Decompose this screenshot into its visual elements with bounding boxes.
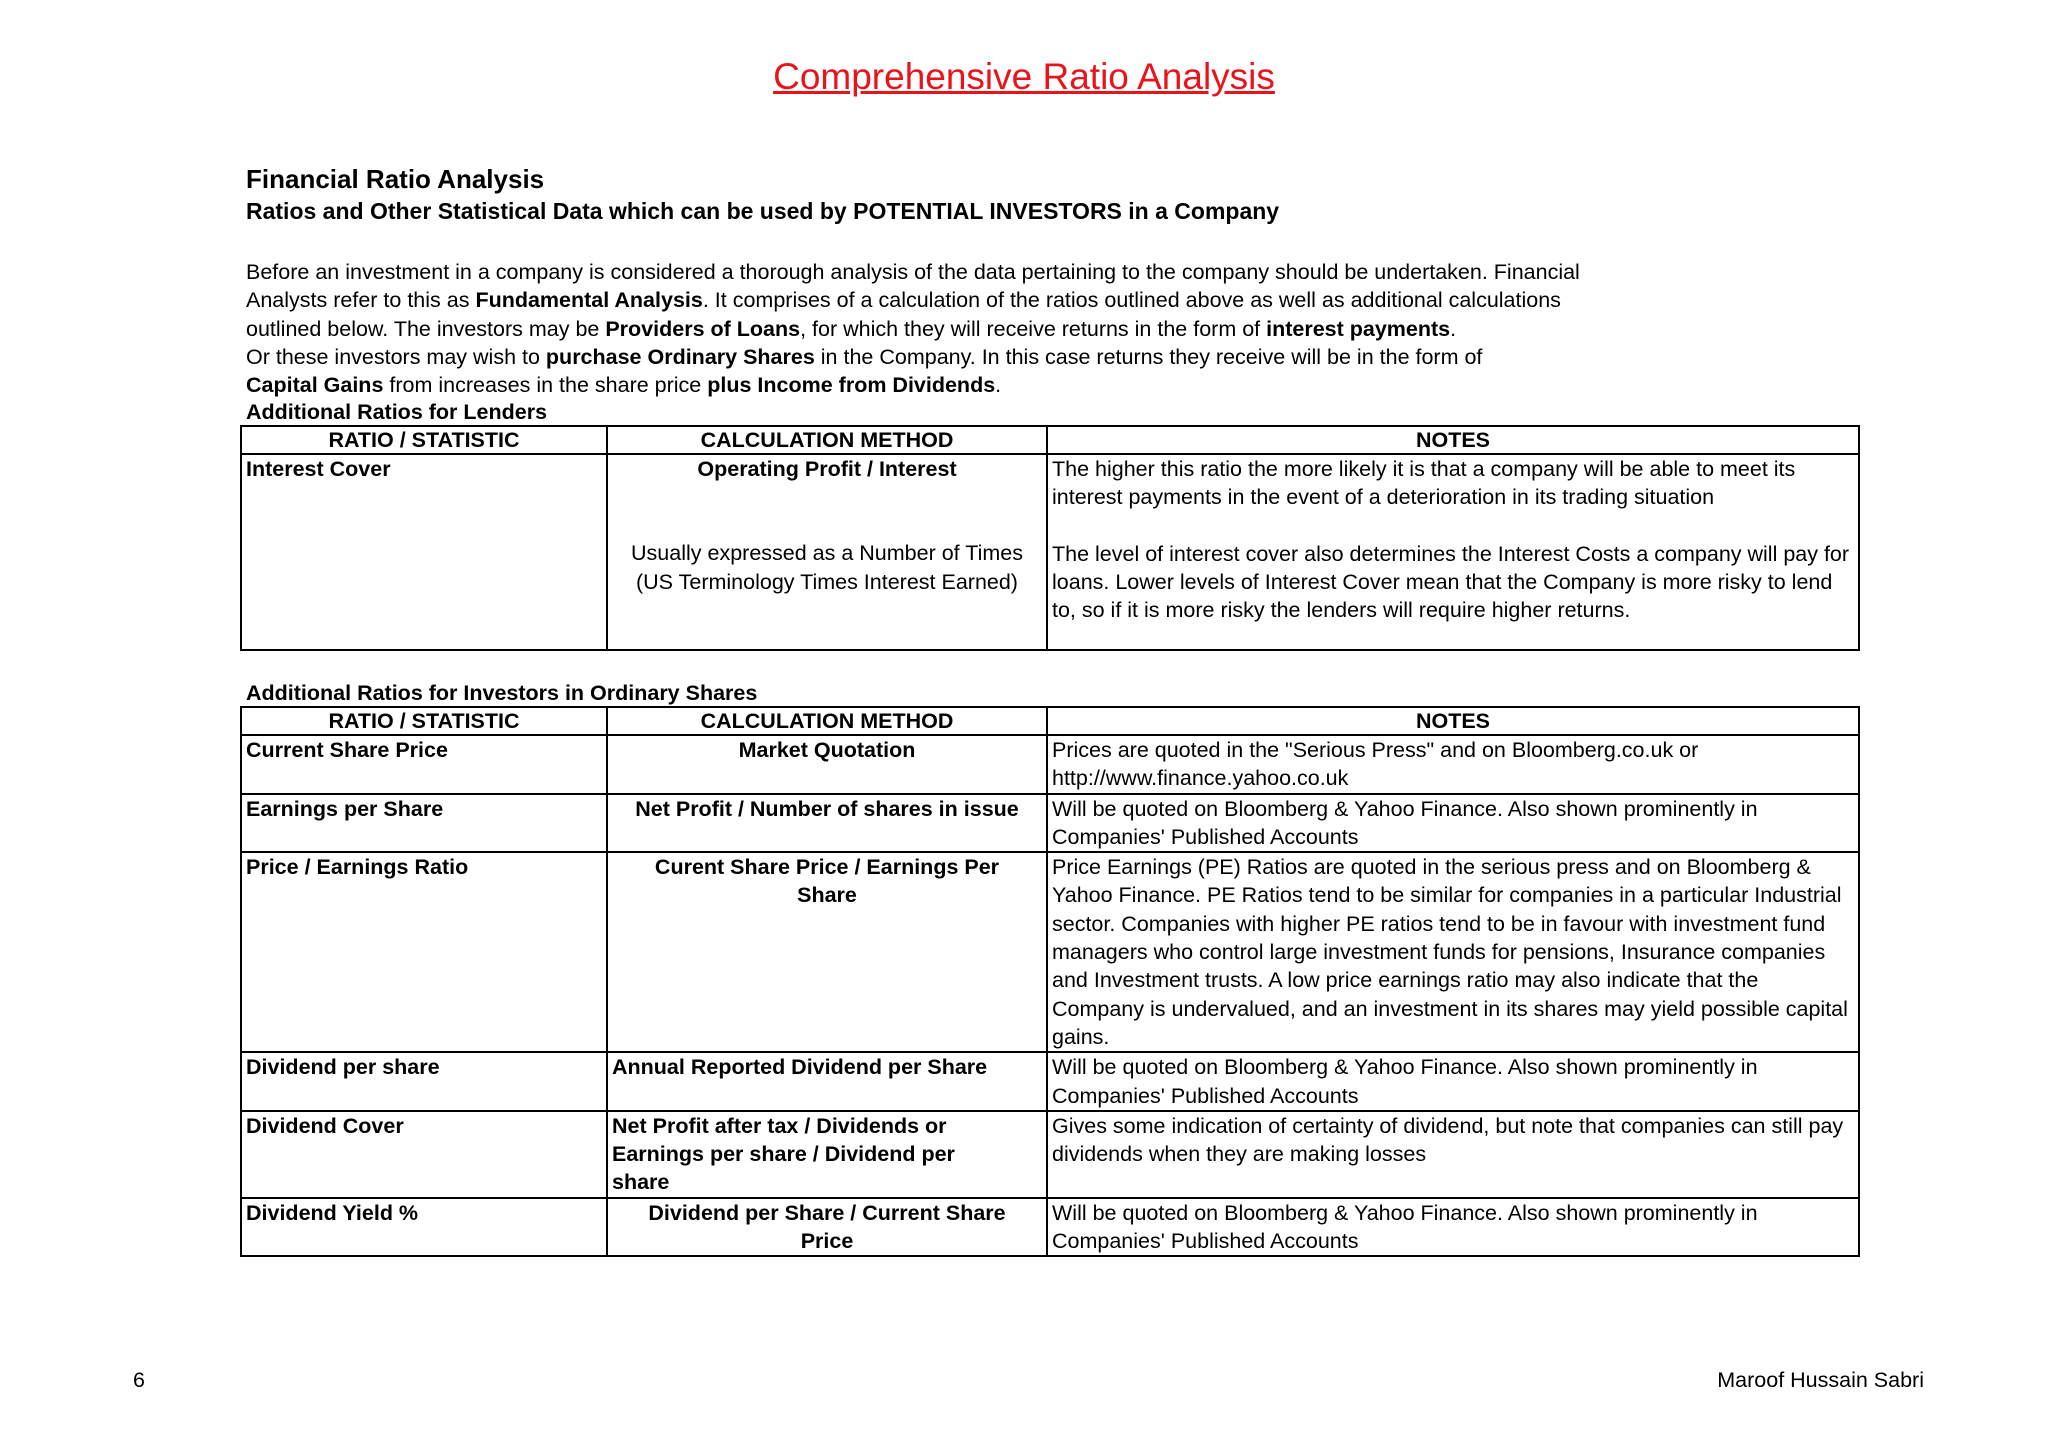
method-cell: Net Profit after tax / Dividends or Earnings per share / Dividend per share [607, 1111, 1047, 1198]
notes-cell: Will be quoted on Bloomberg & Yahoo Finance. Also shown prominently in Companies' Published Accounts [1047, 1198, 1859, 1257]
column-header: NOTES [1047, 426, 1859, 454]
ratio-cell: Current Share Price [241, 735, 607, 794]
method-cell: Dividend per Share / Current Share Price [607, 1198, 1047, 1257]
lenders-heading: Additional Ratios for Lenders [246, 400, 548, 424]
page-title: Comprehensive Ratio Analysis [773, 56, 1275, 97]
intro-paragraph [246, 258, 1846, 399]
column-header: RATIO / STATISTIC [241, 707, 607, 735]
column-header: CALCULATION METHOD [607, 426, 1047, 454]
table-row [241, 794, 1859, 853]
investors-table [240, 706, 1860, 1257]
notes-cell: Gives some indication of certainty of dividend, but note that companies can still pay dividends when they are making losses [1047, 1111, 1859, 1198]
ratio-cell: Dividend Yield % [241, 1198, 607, 1257]
author-name: Maroof Hussain Sabri [1717, 1368, 1924, 1392]
intro-line-4: Or these investors may wish to purchase Ordinary Shares in the Company. In this case returns they receive will be in the form of [246, 344, 1483, 369]
table-row [241, 1198, 1859, 1257]
method-cell: Market Quotation [607, 735, 1047, 794]
notes-cell: Will be quoted on Bloomberg & Yahoo Finance. Also shown prominently in Companies' Published Accounts [1047, 1052, 1859, 1111]
intro-line-1: Before an investment in a company is considered a thorough analysis of the data pertaining to the company should be undertaken. Financial [246, 260, 1580, 284]
table-header-row [241, 426, 1859, 454]
intro-line-3: outlined below. The investors may be Providers of Loans, for which they will receive returns in the form of interest payments. [246, 316, 1457, 341]
column-header: CALCULATION METHOD [607, 707, 1047, 735]
table-row [241, 1111, 1859, 1198]
table-row [241, 852, 1859, 1052]
notes-cell: The higher this ratio the more likely it is that a company will be able to meet its interest payments in the event of a deterioration in its trading situation The level of interest cover also determines the Interest Costs a company will pay for loans. Lower levels of Interest Cover mean that the Company is more risky to lend to, so if it is more risky the lenders will require higher returns. [1047, 454, 1859, 650]
ratio-cell: Price / Earnings Ratio [241, 852, 607, 1052]
ratio-cell: Interest Cover [241, 454, 607, 650]
notes-cell: Will be quoted on Bloomberg & Yahoo Finance. Also shown prominently in Companies' Published Accounts [1047, 794, 1859, 853]
method-cell: Operating Profit / Interest Usually expressed as a Number of Times (US Terminology Times Interest Earned) [607, 454, 1047, 650]
column-header: NOTES [1047, 707, 1859, 735]
ratio-cell: Dividend per share [241, 1052, 607, 1111]
notes-cell: Prices are quoted in the "Serious Press" and on Bloomberg.co.uk or http://www.finance.yahoo.co.uk [1047, 735, 1859, 794]
method-cell: Annual Reported Dividend per Share [607, 1052, 1047, 1111]
lenders-table [240, 425, 1860, 651]
intro-line-2: Analysts refer to this as Fundamental Analysis. It comprises of a calculation of the ratios outlined above as well as additional calculations [246, 288, 1561, 313]
notes-cell: Price Earnings (PE) Ratios are quoted in the serious press and on Bloomberg & Yahoo Finance. PE Ratios tend to be similar for companies in a particular Industrial sector. Companies with higher PE ratios tend to be in favour with investment fund managers who control large investment funds for pensions, Insurance companies and Investment trusts. A low price earnings ratio may also indicate that the Company is undervalued, and an investment in its shares may yield possible capital gains. [1047, 852, 1859, 1052]
table-row [241, 454, 1859, 650]
table-row [241, 1052, 1859, 1111]
method-cell: Curent Share Price / Earnings Per Share [607, 852, 1047, 1052]
section-heading: Financial Ratio Analysis [246, 164, 545, 194]
table-header-row [241, 707, 1859, 735]
ratio-cell: Earnings per Share [241, 794, 607, 853]
page-number: 6 [133, 1368, 145, 1392]
ratio-cell: Dividend Cover [241, 1111, 607, 1198]
table-row [241, 735, 1859, 794]
method-cell: Net Profit / Number of shares in issue [607, 794, 1047, 853]
column-header: RATIO / STATISTIC [241, 426, 607, 454]
intro-line-5: Capital Gains from increases in the share price plus Income from Dividends. [246, 373, 1002, 398]
investors-heading: Additional Ratios for Investors in Ordinary Shares [246, 681, 758, 705]
section-subheading: Ratios and Other Statistical Data which can be used by POTENTIAL INVESTORS in a Company [246, 198, 1280, 224]
